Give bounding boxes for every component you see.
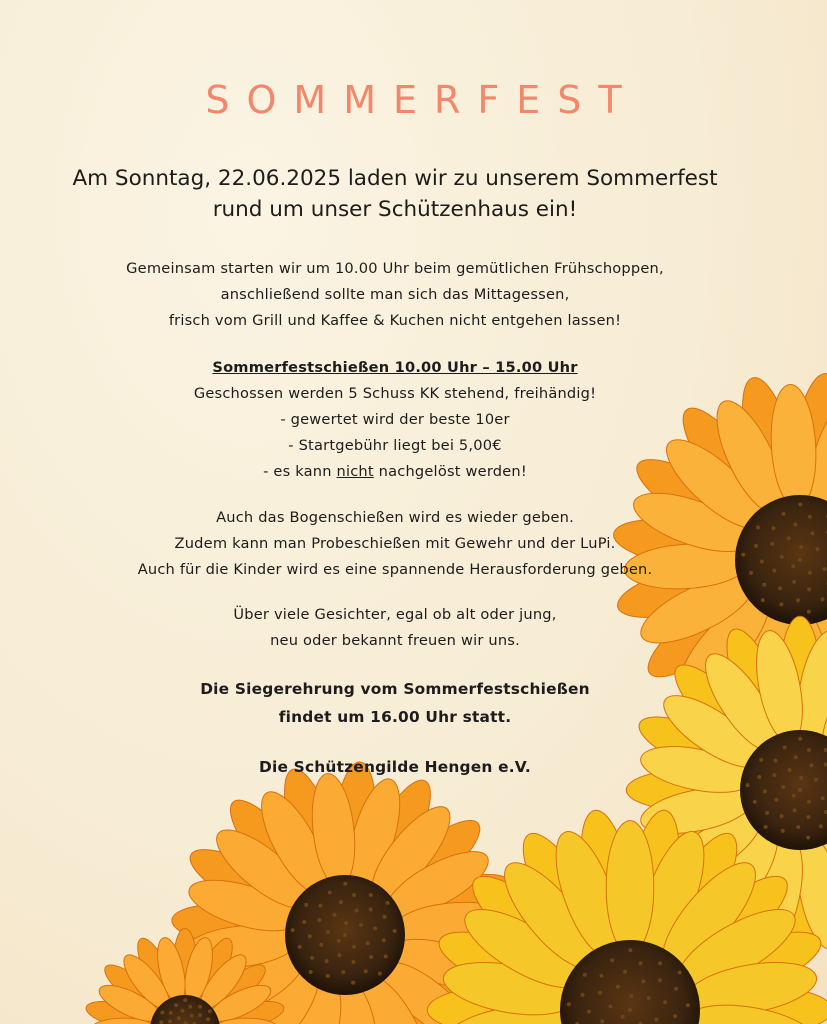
shooting-heading: Sommerfestschießen 10.00 Uhr – 15.00 Uhr bbox=[212, 359, 578, 376]
text-line: Zudem kann man Probeschießen mit Gewehr und der LuPi. bbox=[174, 535, 616, 552]
activities-paragraph bbox=[0, 505, 790, 583]
page-title: SOMMERFEST bbox=[205, 78, 639, 122]
text-line: Auch das Bogenschießen wird es wieder geben. bbox=[216, 509, 574, 526]
intro-line: Am Sonntag, 22.06.2025 laden wir zu unserem Sommerfest bbox=[72, 166, 718, 191]
text-line: Über viele Gesichter, egal ob alt oder jung, bbox=[233, 606, 557, 623]
text-line: Geschossen werden 5 Schuss KK stehend, freihändig! bbox=[193, 385, 597, 402]
signature: Die Schützengilde Hengen e.V. bbox=[259, 758, 531, 776]
text-line: - Startgebühr liegt bei 5,00€ bbox=[288, 437, 502, 454]
text-line: Auch für die Kinder wird es eine spannende Herausforderung geben. bbox=[137, 561, 653, 578]
intro-line: rund um unser Schützenhaus ein! bbox=[212, 197, 578, 222]
text-line: - gewertet wird der beste 10er bbox=[280, 411, 510, 428]
text-line: neu oder bekannt freuen wir uns. bbox=[270, 632, 520, 649]
text-line: anschließend sollte man sich das Mittagessen, bbox=[220, 286, 570, 303]
emphasis-nicht: nicht bbox=[336, 463, 374, 480]
text-line bbox=[0, 459, 790, 485]
text-fragment: - es kann bbox=[263, 463, 337, 480]
text-line: findet um 16.00 Uhr statt. bbox=[278, 708, 512, 726]
welcome-paragraph bbox=[0, 602, 790, 654]
program-paragraph bbox=[0, 256, 790, 334]
intro-text bbox=[0, 163, 790, 225]
shooting-section bbox=[0, 355, 790, 485]
text-fragment: nachgelöst werden! bbox=[373, 463, 527, 480]
text-line: frisch vom Grill und Kaffee & Kuchen nicht entgehen lassen! bbox=[168, 312, 622, 329]
ceremony-paragraph bbox=[0, 675, 790, 731]
text-line: Gemeinsam starten wir um 10.00 Uhr beim gemütlichen Frühschoppen, bbox=[126, 260, 664, 277]
text-line: Die Siegerehrung vom Sommerfestschießen bbox=[200, 680, 590, 698]
